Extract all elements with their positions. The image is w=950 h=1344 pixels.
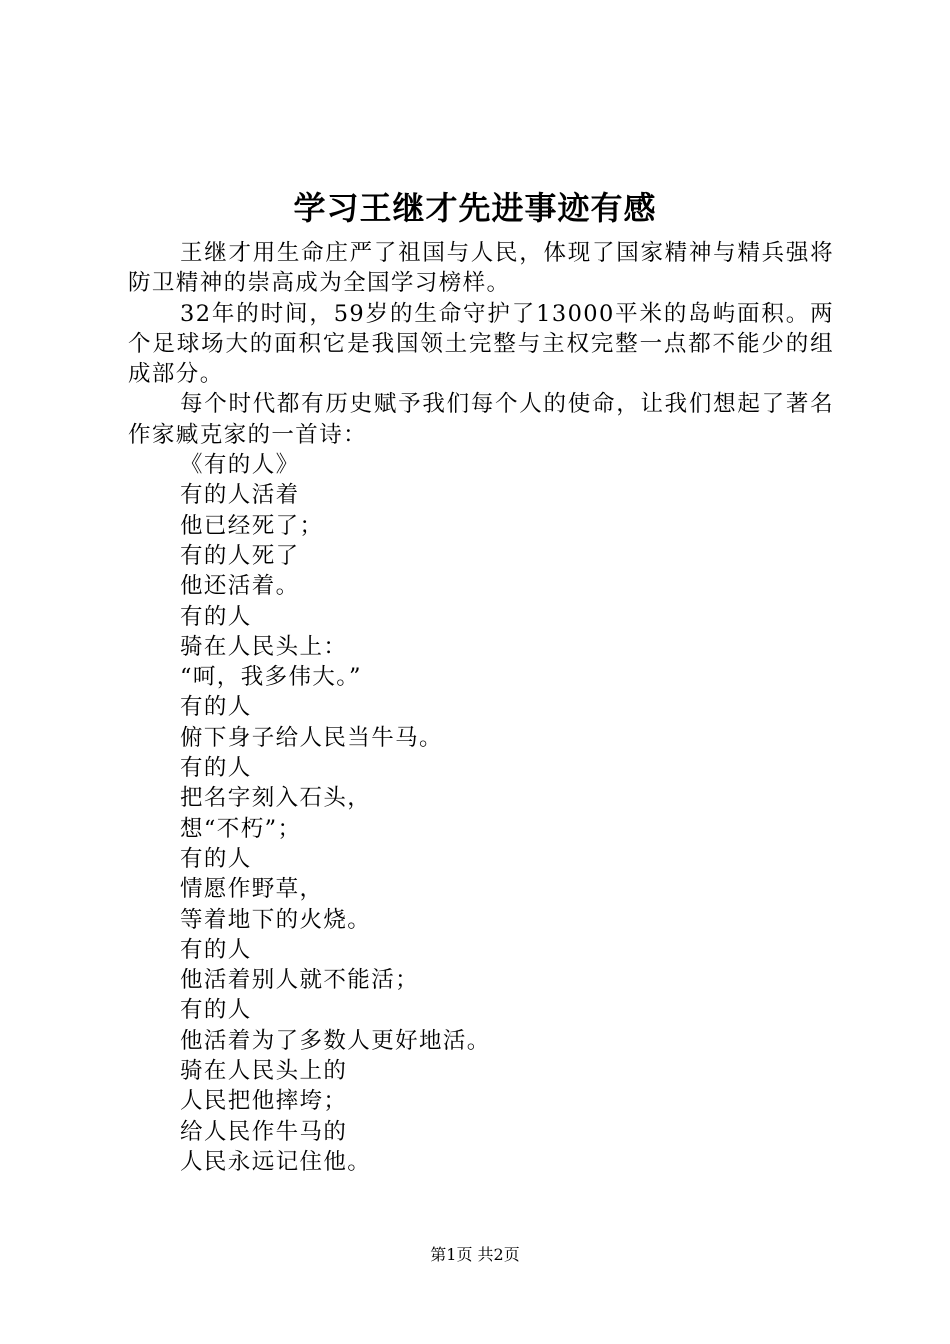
poem-line: 骑在人民头上的 bbox=[180, 1058, 348, 1085]
poem-line: 他活着为了多数人更好地活。 bbox=[180, 1027, 491, 1054]
poem-line: 他已经死了； bbox=[180, 512, 324, 539]
poem-line: 有的人活着 bbox=[180, 482, 300, 509]
document-title: 学习王继才先进事迹有感 bbox=[293, 189, 657, 227]
poem-line: 有的人 bbox=[180, 755, 252, 782]
poem-line: 等着地下的火烧。 bbox=[180, 906, 372, 933]
poem-line: 情愿作野草， bbox=[180, 876, 324, 903]
poem-title: 《有的人》 bbox=[180, 452, 300, 479]
poem-line: 俯下身子给人民当牛马。 bbox=[180, 724, 443, 751]
poem-line: 把名字刻入石头， bbox=[180, 785, 372, 812]
poem-line: 人民把他摔垮； bbox=[180, 1088, 348, 1115]
paragraph-1: 王继才用生命庄严了祖国与人民，体现了国家精神与精兵强将防卫精神的崇高成为全国学习榜样。 bbox=[128, 240, 834, 297]
poem-line: 有的人死了 bbox=[180, 542, 300, 569]
poem-line: 有的人 bbox=[180, 997, 252, 1024]
poem-line: 有的人 bbox=[180, 694, 252, 721]
paragraph-3: 每个时代都有历史赋予我们每个人的使命，让我们想起了著名作家臧克家的一首诗： bbox=[128, 391, 834, 448]
poem-line: 给人民作牛马的 bbox=[180, 1118, 348, 1145]
poem-line: 想“不朽”； bbox=[180, 815, 302, 842]
poem-line: 人民永远记住他。 bbox=[180, 1148, 372, 1175]
poem-line: 有的人 bbox=[180, 845, 252, 872]
poem-line: 有的人 bbox=[180, 936, 252, 963]
poem-line: “呵，我多伟大。” bbox=[180, 664, 362, 691]
paragraph-2: 32年的时间，59岁的生命守护了13000平米的岛屿面积。两个足球场大的面积它是我国领土完整与主权完整一点都不能少的组成部分。 bbox=[128, 300, 834, 388]
poem bbox=[128, 450, 834, 1177]
document-body bbox=[128, 238, 834, 1177]
poem-line: 他还活着。 bbox=[180, 573, 300, 600]
page-footer: 第1页 共2页 bbox=[430, 1245, 520, 1264]
poem-line: 骑在人民头上： bbox=[180, 633, 348, 660]
poem-line: 有的人 bbox=[180, 603, 252, 630]
poem-line: 他活着别人就不能活； bbox=[180, 967, 420, 994]
